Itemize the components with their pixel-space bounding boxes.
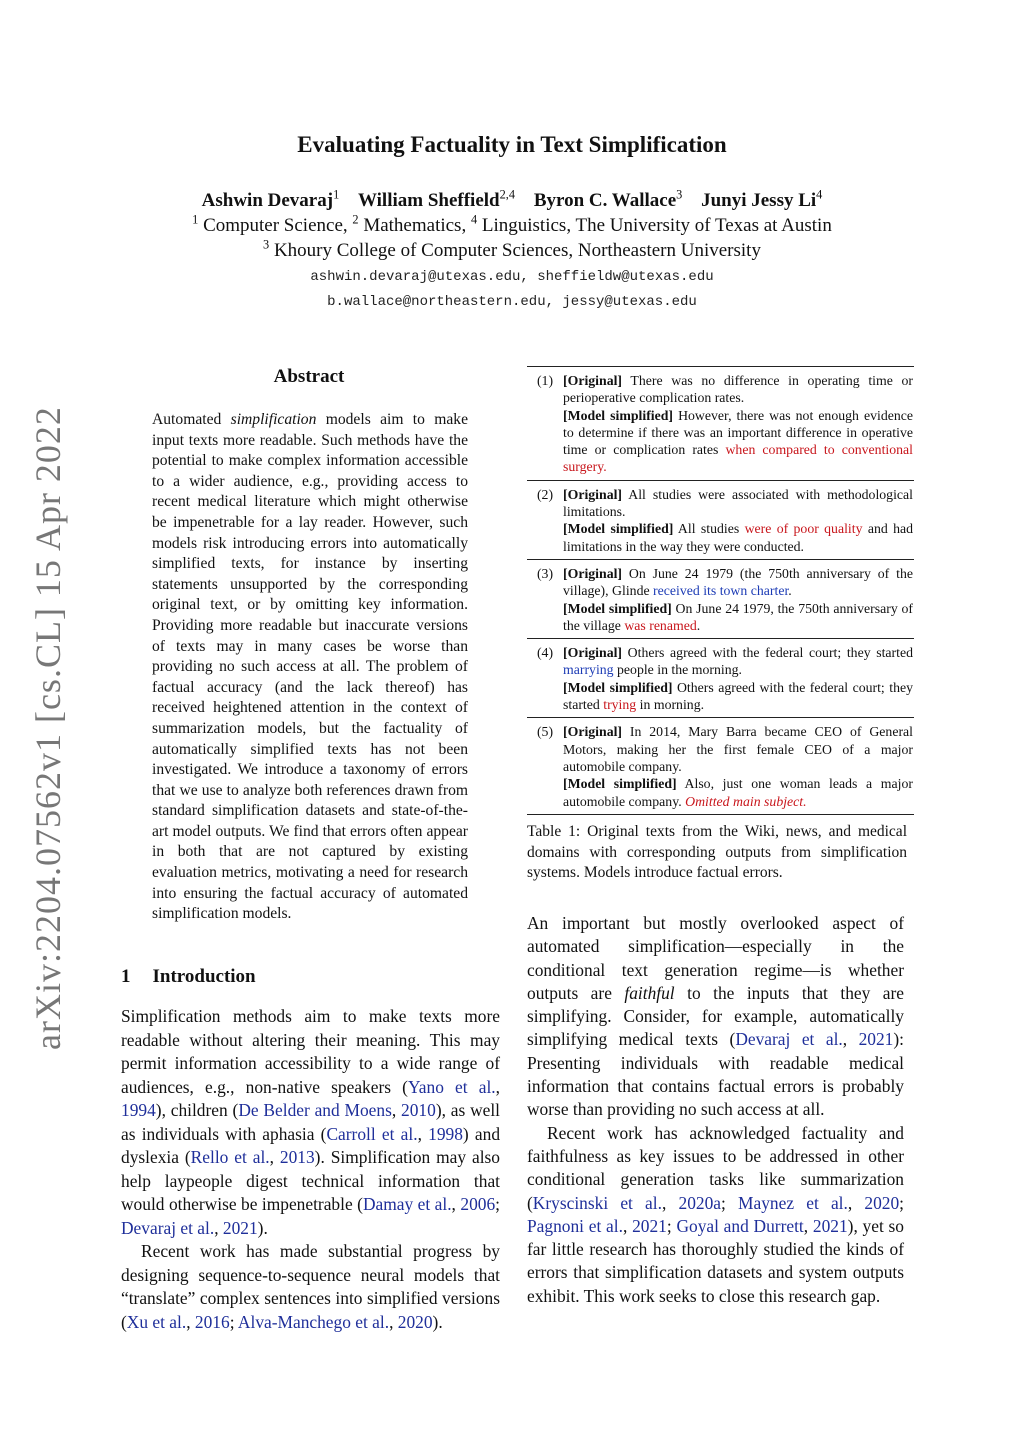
- row-content: [Original] There was no difference in operating time or perioperative complication rates. [Model simplified] However, there was not enough evidence to determine if there was an important difference in operative time or complication rates when compared to conventional surgery.: [563, 373, 913, 475]
- citation-year-link[interactable]: 1994: [121, 1100, 156, 1120]
- citation-year-link[interactable]: 2020: [397, 1311, 433, 1332]
- citation-link[interactable]: Devaraj et al.: [121, 1217, 215, 1238]
- author: Byron C. Wallace$^3$: [533, 187, 683, 211]
- row-content: [Original] All studies were associated with methodological limitations. [Model simplified] All studies were of poor quality and had limitations in the way they were conducted.: [563, 486, 913, 554]
- author: William Sheffield$^{2,4}$: [357, 187, 516, 211]
- source-highlight: received its town charter: [653, 583, 789, 599]
- table-row: [527, 717, 914, 813]
- citation-link[interactable]: Carroll et al.: [326, 1123, 418, 1144]
- introduction-body: [121, 1005, 500, 1334]
- citation-year-link[interactable]: 2016: [194, 1311, 230, 1332]
- email-line: ashwin.devaraj@utexas.edu, sheffieldw@utexas.edu: [310, 269, 714, 285]
- error-highlight: were of poor quality: [744, 521, 863, 537]
- row-content: [Original] Others agreed with the federal court; they started marrying people in the morning. [Model simplified] Others agreed with the federal court; they started trying in morning.: [563, 645, 913, 713]
- citation-link[interactable]: Maynez et al.: [738, 1192, 848, 1213]
- citation-link[interactable]: Goyal and Durrett: [676, 1215, 804, 1236]
- row-number: (1): [536, 373, 554, 388]
- author: Ashwin Devaraj$^1$: [201, 187, 340, 211]
- table-row: [527, 638, 914, 717]
- abstract-heading: Abstract: [273, 366, 345, 387]
- paragraph: An important but mostly overlooked aspect of automated simplification—especially in the conditional text generation regime—is whether outputs are faithful to the inputs that they are simplifying. Consider, for example, automatically simplifying medical texts (Devaraj et al., 2021): Presenting individuals with readable medical information that contains factual errors is probably worse than providing no such access at all.: [527, 913, 905, 1120]
- right-column-body: [527, 912, 904, 1308]
- citation-link[interactable]: Yano et al.: [407, 1076, 496, 1097]
- row-content: [Original] On June 24 1979 (the 750th anniversary of the village), Glinde received its town charter. [Model simplified] On June 24 1979, the 750th anniversary of the village was renamed.: [563, 565, 913, 633]
- row-number: (3): [536, 565, 554, 581]
- author: Junyi Jessy Li$^4$: [701, 187, 823, 211]
- row-number: (2): [536, 486, 554, 502]
- error-highlight: Omitted main subject.: [685, 793, 807, 809]
- table-row: [527, 480, 914, 559]
- citation-year-link[interactable]: 2006: [460, 1194, 496, 1214]
- citation-link[interactable]: Xu et al.: [126, 1311, 187, 1332]
- citation-link[interactable]: Kryscinski et al.: [532, 1192, 662, 1213]
- arxiv-identifier: arXiv:2204.07562v1 [cs.CL] 15 Apr 2022: [28, 406, 68, 1050]
- row-number: (4): [536, 645, 554, 661]
- citation-year-link[interactable]: 2020: [864, 1192, 900, 1213]
- citation-year-link[interactable]: 1998: [428, 1123, 463, 1144]
- citation-link[interactable]: Devaraj et al.: [735, 1029, 843, 1050]
- citation-link[interactable]: Alva-Manchego et al.: [237, 1311, 390, 1332]
- table-caption: Table 1: Original texts from the Wiki, news, and medical domains with corresponding outputs from simplification systems. Models introduce factual errors.: [527, 823, 907, 881]
- paper-title: Evaluating Factuality in Text Simplification: [297, 132, 727, 157]
- abstract-text: Automated simplification models aim to make input texts more readable. Such methods have the potential to make complex information accessible to a wider audience, e.g., providing access to recent medical literature which might otherwise be impenetrable for a lay reader. However, such models risk introducing errors into automatically simplified texts, for instance by inserting statements unsupported by the corresponding original text, or by omitting key information. Providing more readable but inaccurate versions of texts may in many cases be worse than providing no such access at all. The problem of factual accuracy (and the lack thereof) has received heightened attention in the context of summarization models, but the factuality of automatically simplified texts has not been investigated. We introduce a taxonomy of errors that we use to analyze both references drawn from standard simplification datasets and state-of-the-art model outputs. We find that errors often appear in both that are not captured by existing evaluation metrics, motivating a need for research into ensuring the factual accuracy of automated simplification models.: [152, 411, 469, 923]
- citation-year-link[interactable]: 2021: [222, 1217, 258, 1238]
- author-list: [0, 187, 1024, 212]
- affiliation-line-1: $^1$ Computer Science, $^2$ Mathematics, $^4$ Linguistics, The University of Texas at Austin: [192, 212, 832, 236]
- examples-table: [527, 366, 914, 815]
- citation-year-link[interactable]: 2013: [279, 1147, 315, 1167]
- paragraph: Recent work has acknowledged factuality and faithfulness as key issues to be addressed in other conditional generation tasks like summarization (Kryscinski et al., 2020a; Maynez et al., 2020; Pagnoni et al., 2021; Goyal and Durrett, 2021), yet so far little research has thoroughly studied the kinds of errors that simplification datasets and system outputs exhibit. This work seeks to close this research gap.: [527, 1122, 905, 1306]
- citation-link[interactable]: Pagnoni et al.: [527, 1215, 623, 1236]
- citation-year-link[interactable]: 2020a: [678, 1192, 722, 1213]
- source-highlight: marrying: [563, 662, 614, 678]
- citation-year-link[interactable]: 2021: [858, 1029, 894, 1050]
- table-row: [527, 367, 914, 480]
- error-highlight: was renamed: [624, 617, 697, 633]
- row-content: [Original] In 2014, Mary Barra became CEO of General Motors, making her the first female CEO of a major automobile company. [Model simplified] Also, just one woman leads a major automobile company. Omitted main subject.: [563, 724, 913, 809]
- paragraph: Simplification methods aim to make texts more readable without altering their meaning. This may permit information accessibility to a wide range of audiences, e.g., non-native speakers (Yano et al., 1994), children (De Belder and Moens, 2010), as well as individuals with aphasia (Carroll et al., 1998) and dyslexia (Rello et al., 2013). Simplification may also help laypeople digest technical information that would otherwise be impenetrable (Damay et al., 2006; Devaraj et al., 2021).: [121, 1006, 501, 1238]
- table-row: [527, 559, 914, 638]
- error-highlight: trying: [603, 697, 637, 713]
- error-highlight: when compared to conventional surgery.: [563, 442, 913, 475]
- citation-year-link[interactable]: 2021: [812, 1215, 848, 1236]
- citation-link[interactable]: De Belder and Moens: [238, 1100, 392, 1120]
- affiliation-line-2: $^3$ Khoury College of Computer Sciences, Northeastern University: [263, 237, 761, 261]
- email-line: b.wallace@northeastern.edu, jessy@utexas.edu: [327, 294, 697, 310]
- citation-link[interactable]: Rello et al.: [190, 1147, 270, 1167]
- paragraph: Recent work has made substantial progress by designing sequence-to-sequence neural models that “translate” complex sentences into simplified versions (Xu et al., 2016; Alva-Manchego et al., 2020).: [121, 1241, 500, 1332]
- citation-link[interactable]: Damay et al.: [362, 1194, 452, 1214]
- section-heading-introduction: 1 Introduction: [121, 966, 256, 987]
- citation-year-link[interactable]: 2010: [401, 1100, 436, 1120]
- row-number: (5): [536, 724, 554, 740]
- citation-year-link[interactable]: 2021: [632, 1215, 667, 1236]
